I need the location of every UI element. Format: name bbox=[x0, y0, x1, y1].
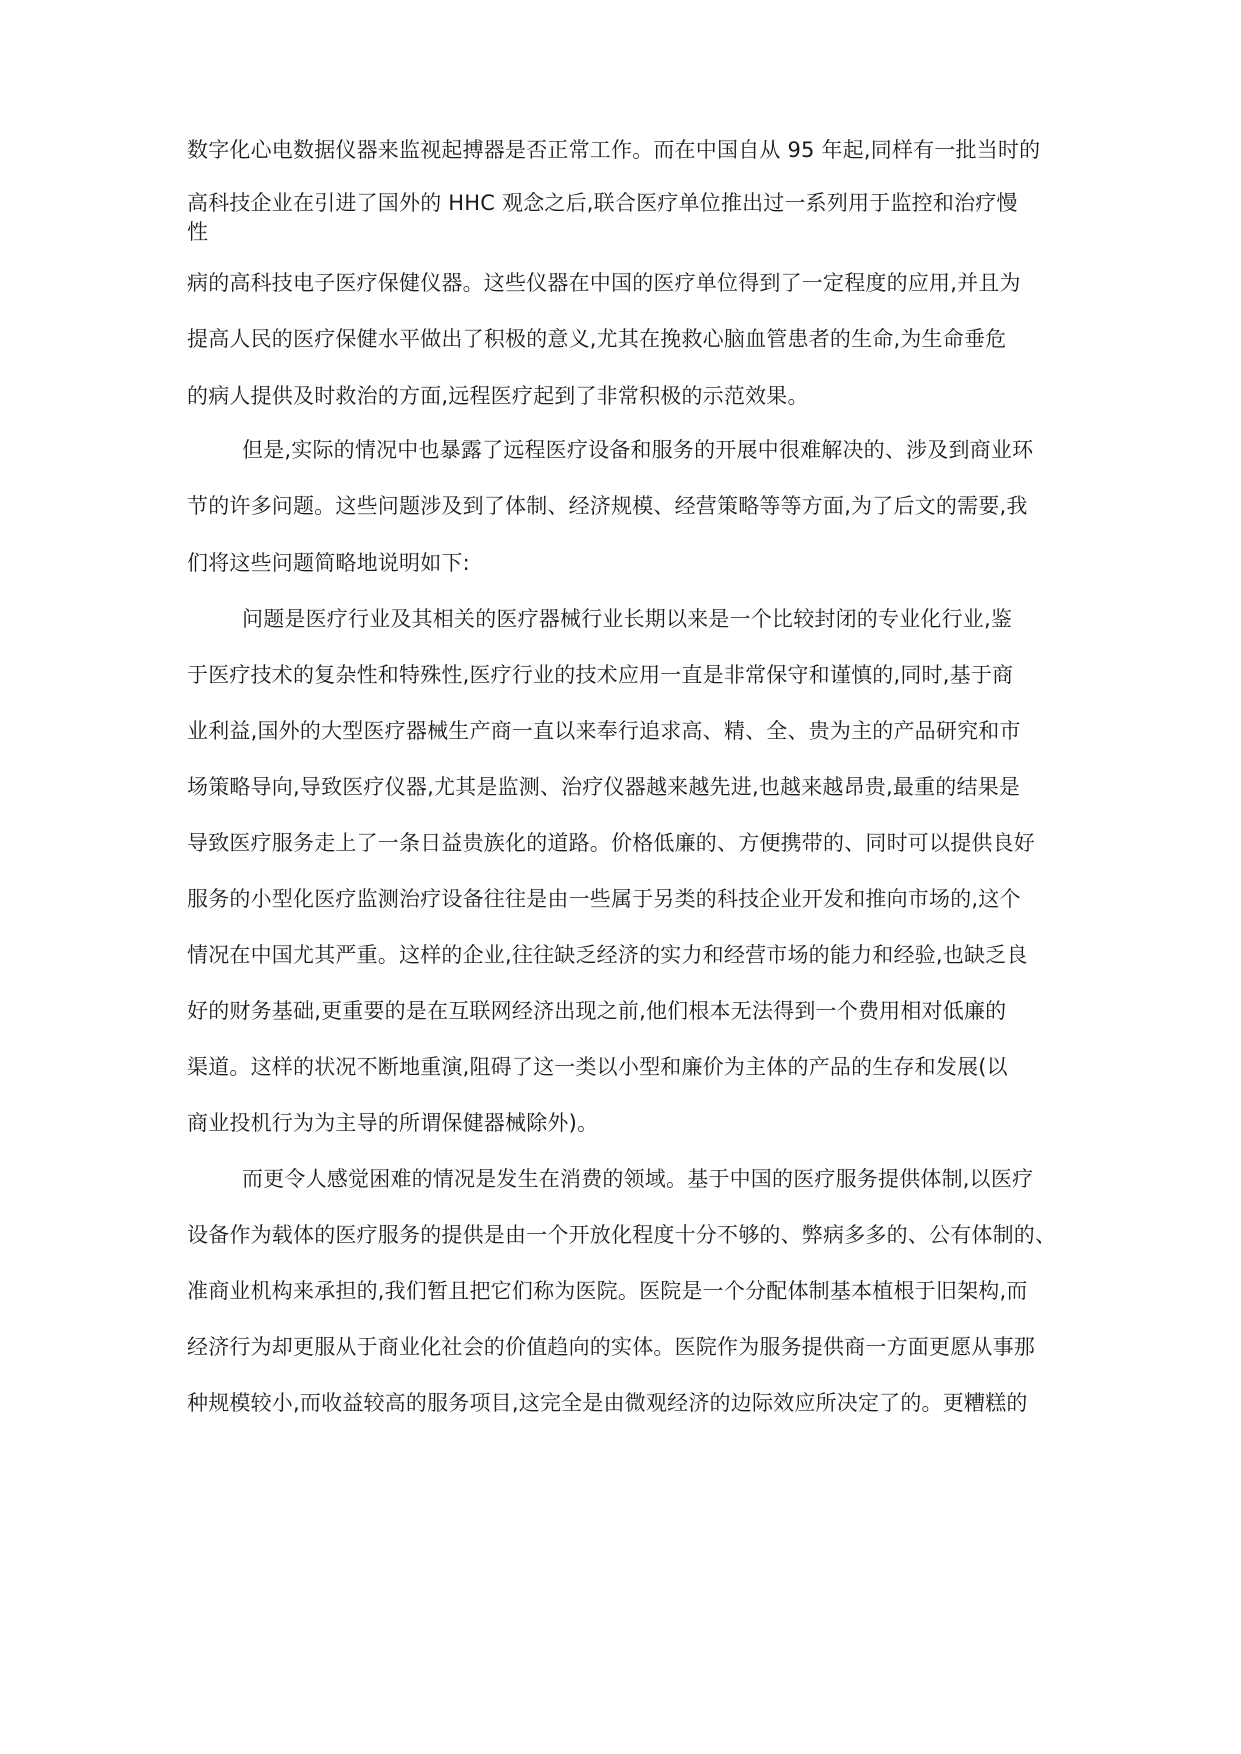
text-line-2: 高科技企业在引进了国外的 HHC 观念之后,联合医疗单位推出过一系列用于监控和治疗慢 bbox=[187, 191, 1018, 215]
text-line-19: 商业投机行为为主导的所谓保健器械除外)。 bbox=[187, 1111, 599, 1135]
text-line-5: 提高人民的医疗保健水平做出了积极的意义,尤其在挽救心脑血管患者的生命,为生命垂危 bbox=[187, 327, 1007, 351]
text-line-13: 场策略导向,导致医疗仪器,尤其是监测、治疗仪器越来越先进,也越来越昂贵,最重的结果是 bbox=[187, 775, 1021, 799]
text-line-21: 设备作为载体的医疗服务的提供是由一个开放化程度十分不够的、弊病多多的、公有体制的、 bbox=[187, 1223, 1057, 1247]
text-line-22: 准商业机构来承担的,我们暂且把它们称为医院。医院是一个分配体制基本植根于旧架构,而 bbox=[187, 1279, 1028, 1303]
text-line-14: 导致医疗服务走上了一条日益贵族化的道路。价格低廉的、方便携带的、同时可以提供良好 bbox=[187, 831, 1035, 855]
text-line-18: 渠道。这样的状况不断地重演,阻碍了这一类以小型和廉价为主体的产品的生存和发展(以 bbox=[187, 1055, 1008, 1079]
text-line-12: 业利益,国外的大型医疗器械生产商一直以来奉行追求高、精、全、贵为主的产品研究和市 bbox=[187, 719, 1021, 743]
text-line-8: 节的许多问题。这些问题涉及到了体制、经济规模、经营策略等等方面,为了后文的需要,我 bbox=[187, 494, 1028, 518]
text-line-7: 但是,实际的情况中也暴露了远程医疗设备和服务的开展中很难解决的、涉及到商业环 bbox=[242, 438, 1034, 462]
text-line-4: 病的高科技电子医疗保健仪器。这些仪器在中国的医疗单位得到了一定程度的应用,并且为 bbox=[187, 271, 1021, 295]
text-line-17: 好的财务基础,更重要的是在互联网经济出现之前,他们根本无法得到一个费用相对低廉的 bbox=[187, 999, 1007, 1023]
text-line-11: 于医疗技术的复杂性和特殊性,医疗行业的技术应用一直是非常保守和谨慎的,同时,基于商 bbox=[187, 663, 1014, 687]
text-line-15: 服务的小型化医疗监测治疗设备往往是由一些属于另类的科技企业开发和推向市场的,这个 bbox=[187, 887, 1021, 911]
text-line-16: 情况在中国尤其严重。这样的企业,往往缺乏经济的实力和经营市场的能力和经验,也缺乏良 bbox=[187, 943, 1028, 967]
text-line-23: 经济行为却更服从于商业化社会的价值趋向的实体。医院作为服务提供商一方面更愿从事那 bbox=[187, 1335, 1035, 1359]
text-line-1: 数字化心电数据仪器来监视起搏器是否正常工作。而在中国自从 95 年起,同样有一批当时的 bbox=[187, 138, 1041, 162]
text-line-9: 们将这些问题简略地说明如下: bbox=[187, 551, 470, 575]
text-line-20: 而更令人感觉困难的情况是发生在消费的领域。基于中国的医疗服务提供体制,以医疗 bbox=[242, 1167, 1034, 1191]
text-line-3: 性 bbox=[187, 220, 209, 244]
text-line-6: 的病人提供及时救治的方面,远程医疗起到了非常积极的示范效果。 bbox=[187, 384, 809, 408]
text-line-10: 问题是医疗行业及其相关的医疗器械行业长期以来是一个比较封闭的专业化行业,鉴 bbox=[242, 607, 1013, 631]
text-line-24: 种规模较小,而收益较高的服务项目,这完全是由微观经济的边际效应所决定了的。更糟糕的 bbox=[187, 1391, 1028, 1415]
